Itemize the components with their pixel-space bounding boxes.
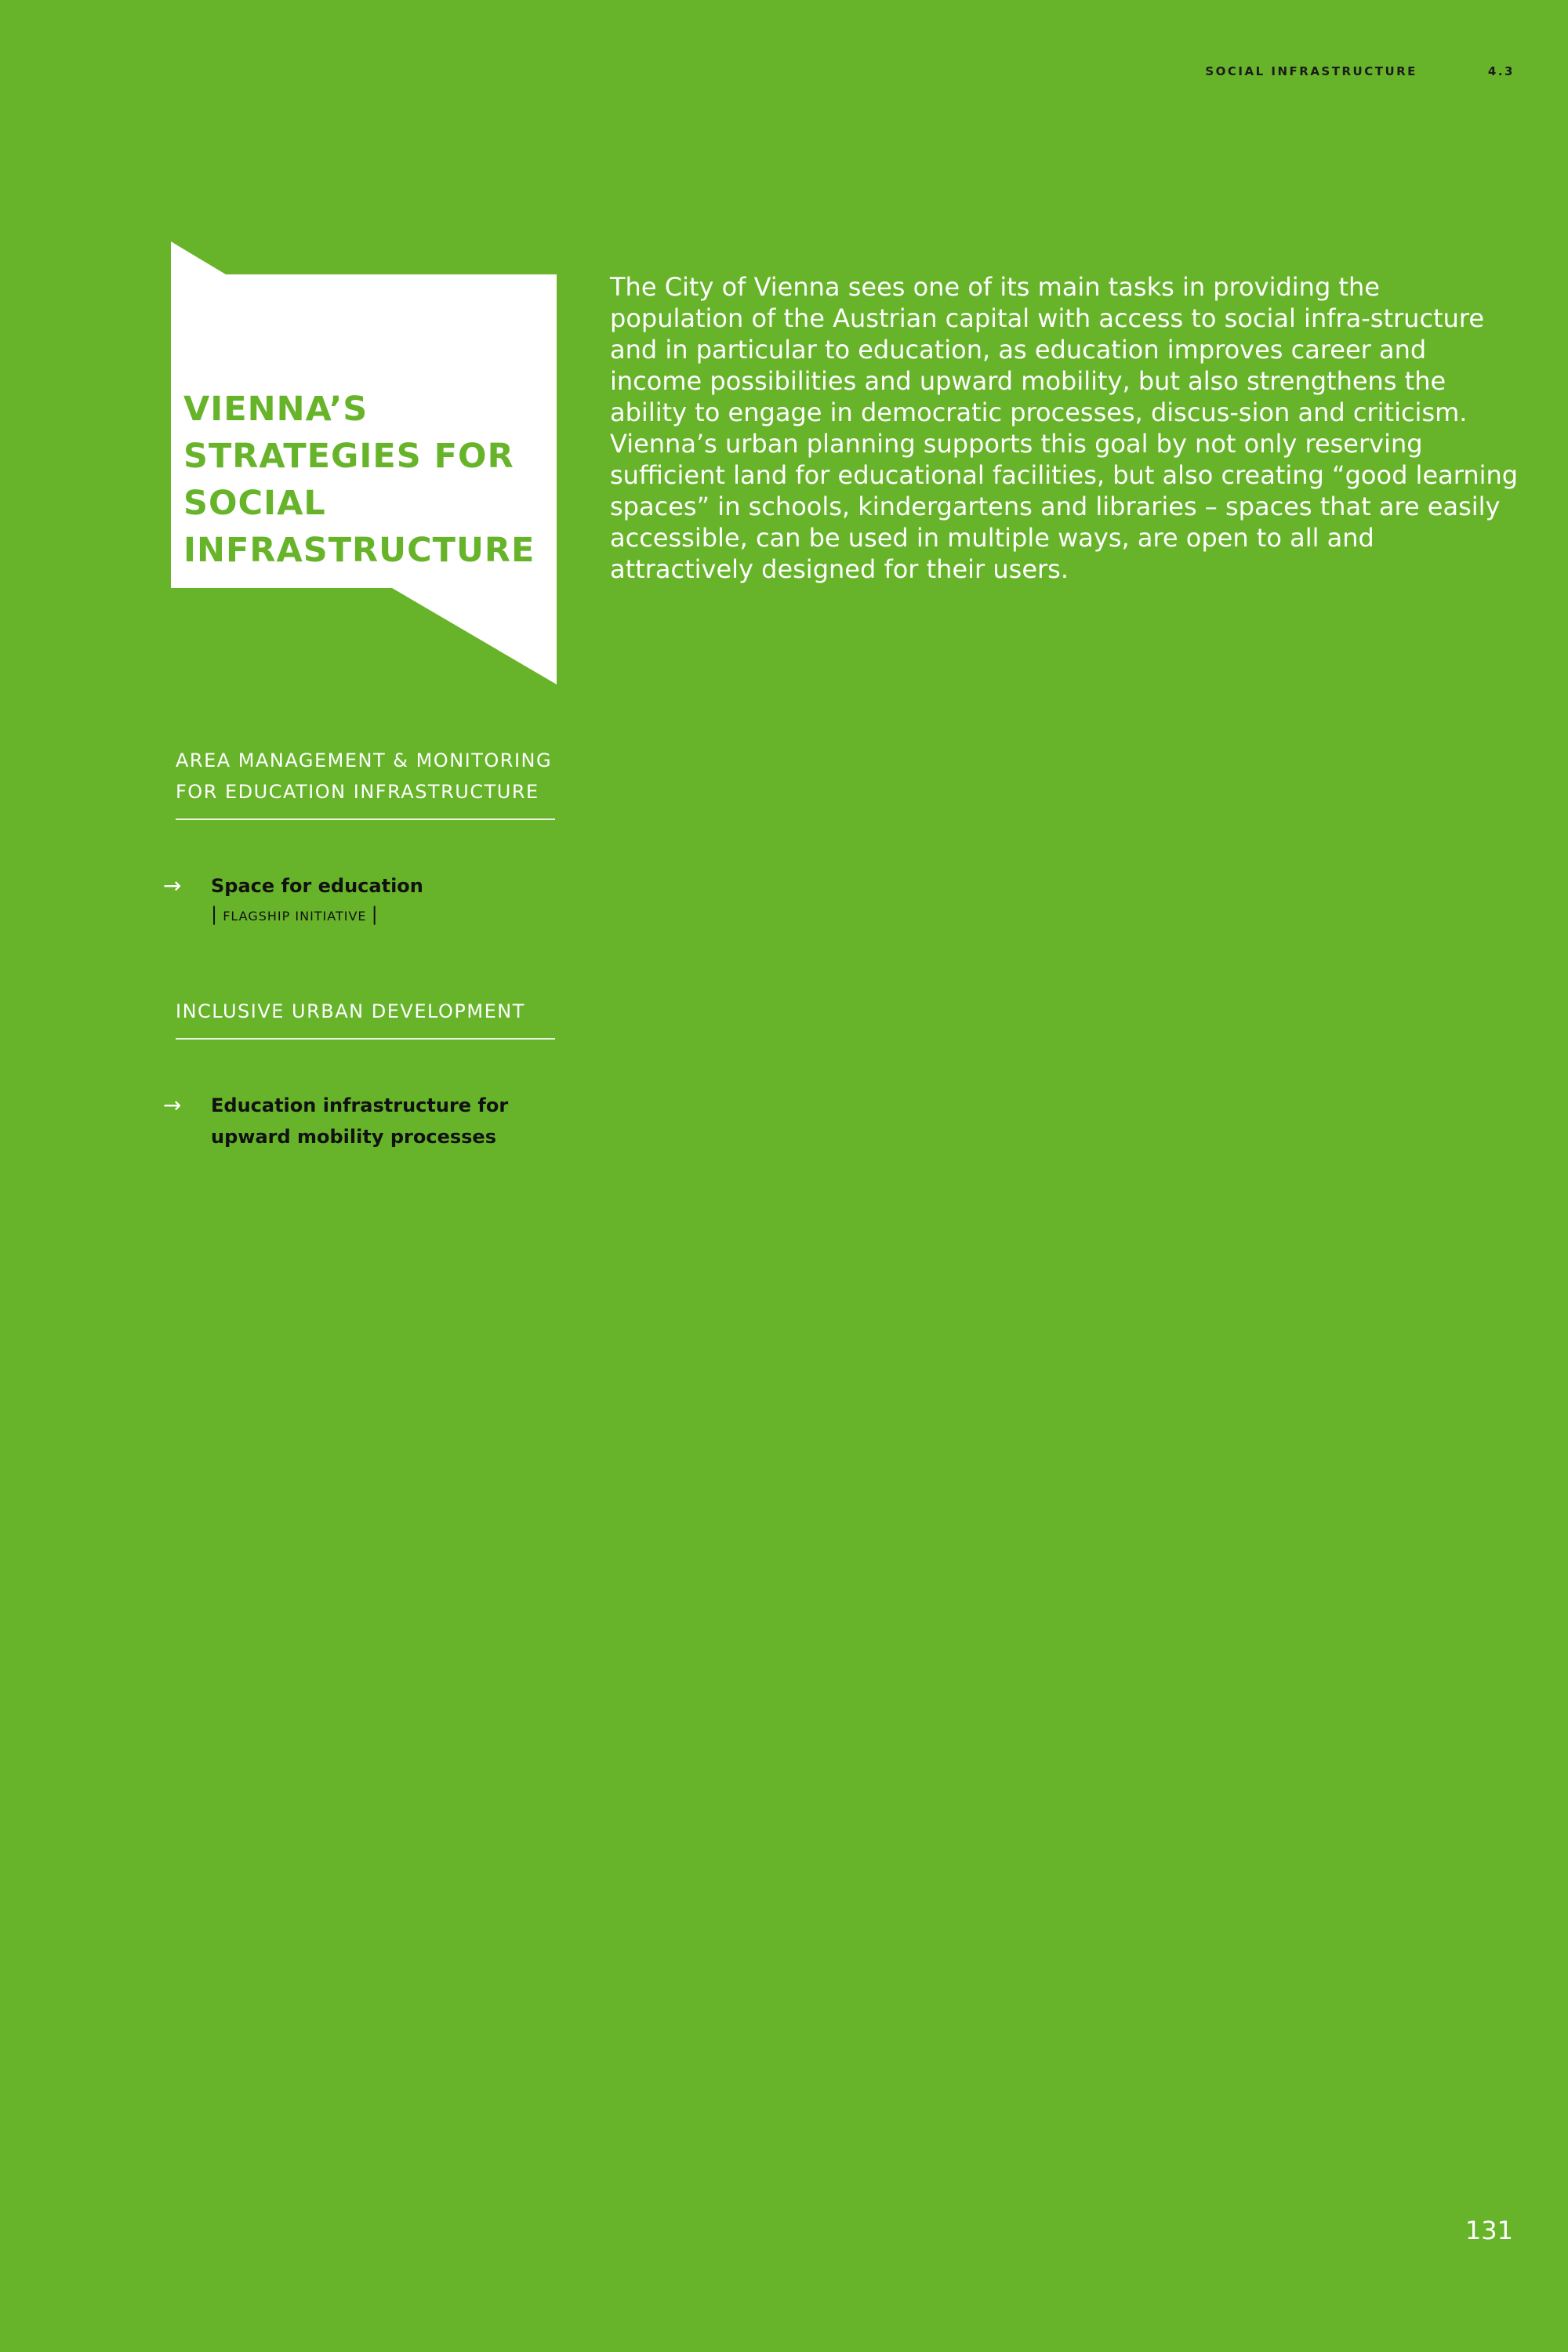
header-number: 4.3 [1487, 64, 1515, 78]
header-section: SOCIAL INFRASTRUCTURE [1205, 64, 1417, 78]
intro-paragraph: The City of Vienna sees one of its main tasks in providing the population of the Austrian capital with access to social infra-structure and in particular to education, as education improves career and income possibilities and upward mobility, but also strengthens the ability to engage in democratic processes, discus-sion and criticism. Vienna’s urban planning supports this goal by not only reserving sufficient land for educational facilities, but also creating “good learning spaces” in schools, kindergartens and libraries – spaces that are easily accessible, can be used in multiple ways, are open to all and attractively designed for their users. [610, 272, 1519, 584]
list-item-label: Space for education [211, 875, 423, 897]
arrow-right-icon: → [163, 1092, 182, 1118]
section-heading-area-management: AREA MANAGEMENT & MONITORING FOR EDUCATION INFRASTRUCTURE [176, 745, 555, 820]
page-title: VIENNA’S STRATEGIES FOR SOCIAL INFRASTRUCTURE [183, 390, 535, 570]
flagship-badge-label: FLAGSHIP INITIATIVE [223, 909, 367, 924]
title-flag [171, 241, 557, 684]
arrow-right-icon: → [163, 873, 182, 898]
running-header [1205, 64, 1515, 78]
page-number: 131 [1465, 2216, 1513, 2245]
list-item-label: Education infrastructure for upward mobility processes [211, 1094, 509, 1148]
flagship-badge: | FLAGSHIP INITIATIVE | [211, 903, 379, 925]
section-heading-inclusive-urban-development: INCLUSIVE URBAN DEVELOPMENT [176, 996, 555, 1040]
